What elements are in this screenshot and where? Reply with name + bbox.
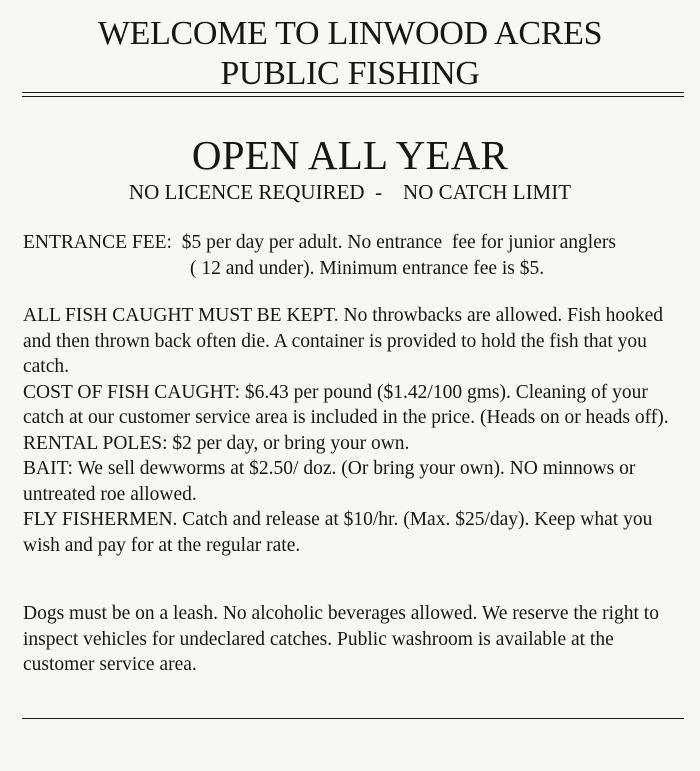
rule-fly-fishermen: FLY FISHERMEN. Catch and release at $10/hr. (Max. $25/day). Keep what you wish and pay for at the regular rate. [23, 509, 653, 556]
entrance-fee-line-1: ENTRANCE FEE: $5 per day per adult. No entrance fee for junior anglers [23, 232, 616, 253]
entrance-fee-section [23, 230, 683, 281]
rule-cost-of-fish: COST OF FISH CAUGHT: $6.43 per pound ($1.42/100 gms). Cleaning of your catch at our customer service area is included in the price. (Heads on or heads off). [23, 381, 669, 428]
licence-and-limit-subheadline: NO LICENCE REQUIRED - NO CATCH LIMIT [128, 180, 572, 204]
rule-keep-fish: ALL FISH CAUGHT MUST BE KEPT. No throwbacks are allowed. Fish hooked and then thrown back often die. A container is provided to hold the fish that you catch. [23, 305, 664, 377]
rule-rental-poles: RENTAL POLES: $2 per day, or bring your own. [23, 432, 410, 454]
rules-section [23, 303, 683, 558]
rule-bait: BAIT: We sell dewworms at $2.50/ doz. (Or bring your own). NO minnows or untreated roe allowed. [23, 458, 636, 505]
closing-section [23, 601, 683, 678]
title-line-2: PUBLIC FISHING [220, 55, 480, 92]
title-line-1: WELCOME TO LINWOOD ACRES [97, 15, 603, 52]
title-double-rule [22, 92, 684, 97]
closing-paragraph: Dogs must be on a leash. No alcoholic beverages allowed. We reserve the right to inspect vehicles for undeclared catches. Public washroom is available at the customer service area. [23, 603, 659, 675]
open-all-year-headline: OPEN ALL YEAR [191, 132, 509, 178]
entrance-fee-line-2: ( 12 and under). Minimum entrance fee is $5. [190, 257, 545, 279]
bottom-rule [22, 718, 684, 719]
